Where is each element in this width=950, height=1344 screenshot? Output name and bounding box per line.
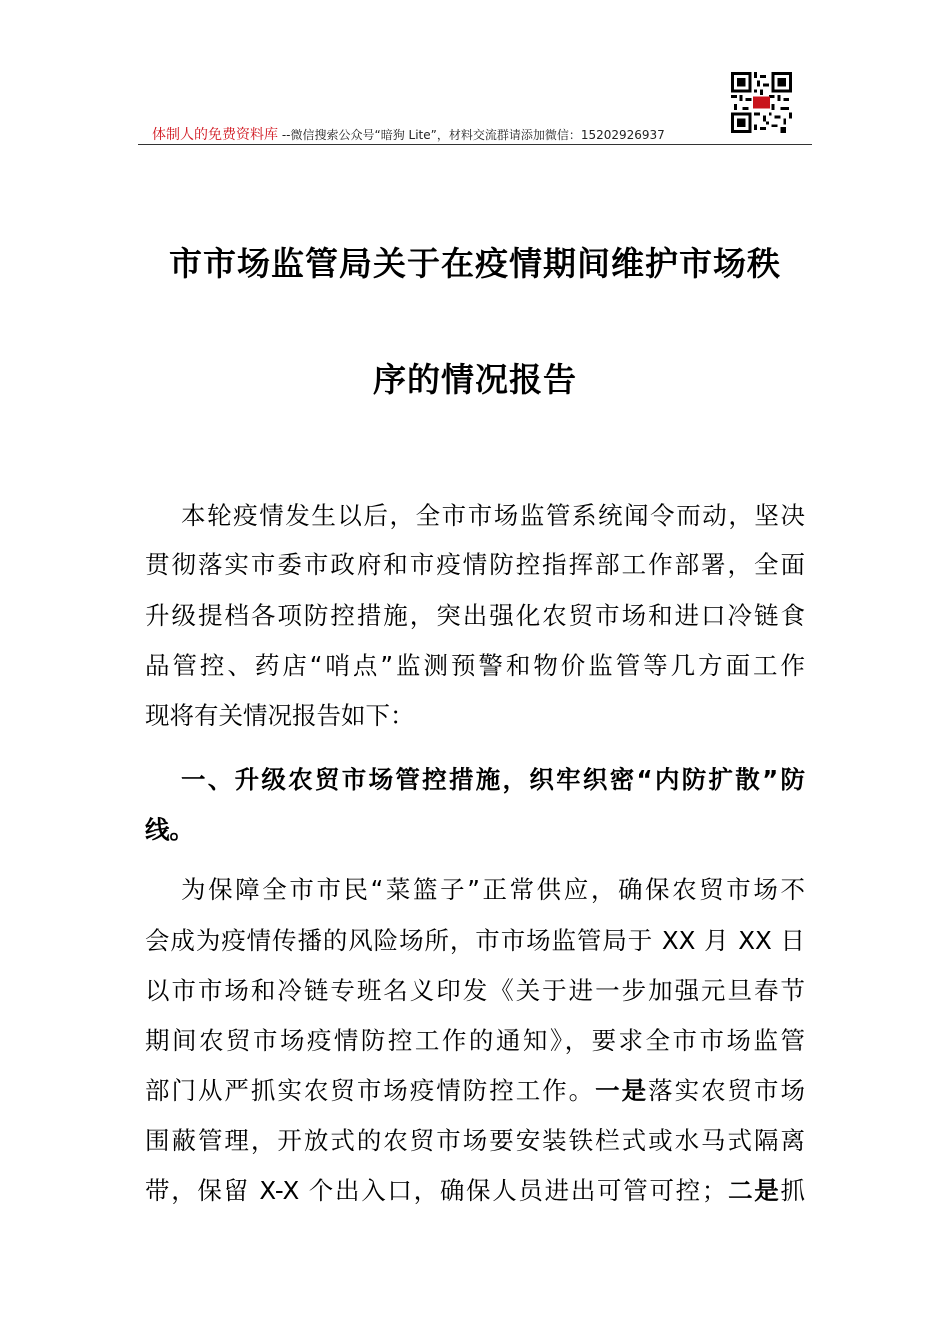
intro-line: 品管控、药店“哨点”监测预警和物价监管等几方面工作 (145, 651, 805, 680)
intro-line: 贯彻落实市委市政府和市疫情防控指挥部工作部署，全面 (145, 550, 805, 579)
body-line: 围蔽管理，开放式的农贸市场要安装铁栏式或水马式隔离 (145, 1126, 805, 1155)
body-line: 为保障全市市民“菜篮子”正常供应，确保农贸市场不 (181, 875, 805, 904)
qr-code-icon (731, 72, 792, 133)
body-text: 落实农贸市场 (648, 1076, 806, 1105)
document-title-line2: 序的情况报告 (373, 360, 577, 399)
header-brand: 体制人的免费资料库 (152, 127, 278, 143)
body-line (145, 1075, 805, 1107)
body-line: 会成为疫情传播的风险场所，市市场监管局于 XX 月 XX 日 (145, 926, 805, 955)
body-text: 抓 (780, 1176, 806, 1205)
body-text: 带，保留 X-X 个出入口，确保人员进出可管可控； (145, 1176, 727, 1205)
intro-line: 本轮疫情发生以后，全市市场监管系统闻令而动，坚决 (181, 501, 805, 530)
body-line: 以市市场和冷链专班名义印发《关于进一步加强元旦春节 (145, 976, 805, 1005)
section-heading-line: 一、升级农贸市场管控措施，织牢织密“内防扩散”防 (181, 765, 805, 794)
intro-line: 现将有关情况报告如下： (145, 701, 415, 730)
body-line (145, 1175, 805, 1207)
section-heading-line: 线。 (145, 815, 194, 844)
header-divider (138, 144, 812, 145)
intro-line: 升级提档各项防控措施，突出强化农贸市场和进口冷链食 (145, 601, 805, 630)
emphasis-first: 一是 (595, 1076, 649, 1105)
header-note: --微信搜索公众号“暗狗 Lite”，材料交流群请添加微信：15202926937 (278, 128, 665, 142)
document-title-line1: 市市场监管局关于在疫情期间维护市场秩 (169, 244, 781, 283)
body-line: 期间农贸市场疫情防控工作的通知》，要求全市市场监管 (145, 1026, 805, 1055)
body-text: 部门从严抓实农贸市场疫情防控工作。 (145, 1076, 596, 1105)
header-banner (152, 124, 665, 144)
emphasis-second: 二是 (726, 1176, 781, 1205)
